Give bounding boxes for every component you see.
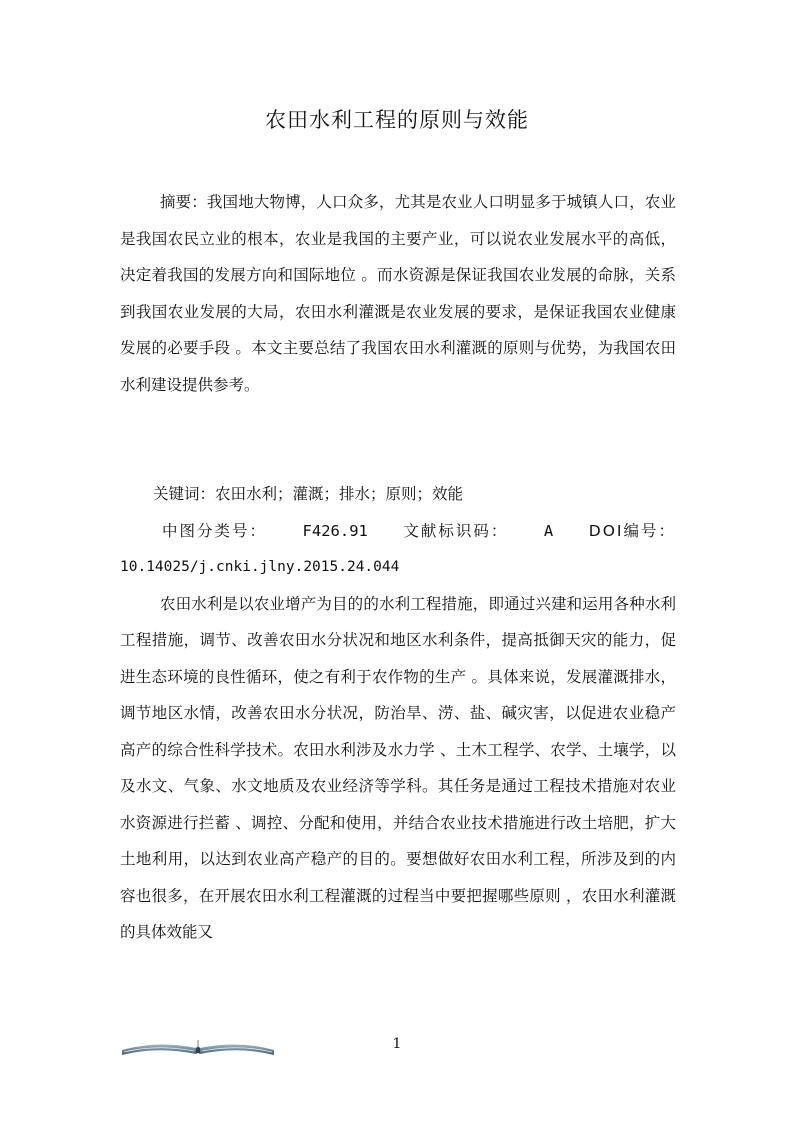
doi-label: DOI编号： <box>588 521 676 540</box>
page-number: 1 <box>392 1036 402 1052</box>
classification-line <box>120 513 676 550</box>
article-body <box>120 184 676 951</box>
abstract-paragraph <box>120 184 676 403</box>
clc-label: 中图分类号： <box>162 521 268 540</box>
abstract-label: 摘要： <box>160 193 207 211</box>
clc-value: F426.91 <box>302 521 368 540</box>
open-book-icon <box>118 1036 278 1058</box>
body-paragraph: 农田水利是以农业增产为目的的水利工程措施，即通过兴建和运用各种水利工程措施，调节、改善农田水分状况和地区水利条件，提高抵御天灾的能力，促进生态环境的良性循环，使之有利于农作物的生产 。具体来说，发展灌溉排水，调节地区水情，改善农田水分状况，防治旱、涝、盐、碱灾害，以促进农业稳产高产的综合性科学技术。农田水利涉及水力学 、土木工程学、农学、土壤学，以及水文、气象、水文地质及农业经济等学科。其任务是通过工程技术措施对农业水资源进行拦蓄 、调控、分配和使用，并结合农业技术措施进行改土培肥，扩大土地利用，以达到农业高产稳产的目的。要想做好农田水利工程，所涉及到的内容也很多，在开展农田水利工程灌溉的过程当中要把握哪些原则 ，农田水利灌溉的具体效能又 <box>120 594 676 941</box>
doc-code-label: 文献标识码： <box>403 521 509 540</box>
keywords-line <box>120 476 676 513</box>
section-gap <box>120 403 676 476</box>
keywords-text: 农田水利；灌溉；排水；原则；效能 <box>215 485 464 503</box>
doi-value: 10.14025/j.cnki.jlny.2015.24.044 <box>120 559 400 575</box>
doc-code-value: A <box>543 521 554 540</box>
keywords-label: 关键词： <box>153 485 216 503</box>
abstract-text: 我国地大物博，人口众多，尤其是农业人口明显多于城镇人口，农业是我国农民立业的根本，农业是我国的主要产业，可以说农业发展水平的高低，决定着我国的发展方向和国际地位 。而水资源是保证我国农业发展的命脉，关系到我国农业发展的大局，农田水利灌溉是农业发展的要求，是保证我国农业健康发展的必要手段 。本文主要总结了我国农田水利灌溉的原则与优势，为我国农田水利建设提供参考。 <box>120 193 676 394</box>
page-title: 农田水利工程的原则与效能 <box>265 108 529 132</box>
